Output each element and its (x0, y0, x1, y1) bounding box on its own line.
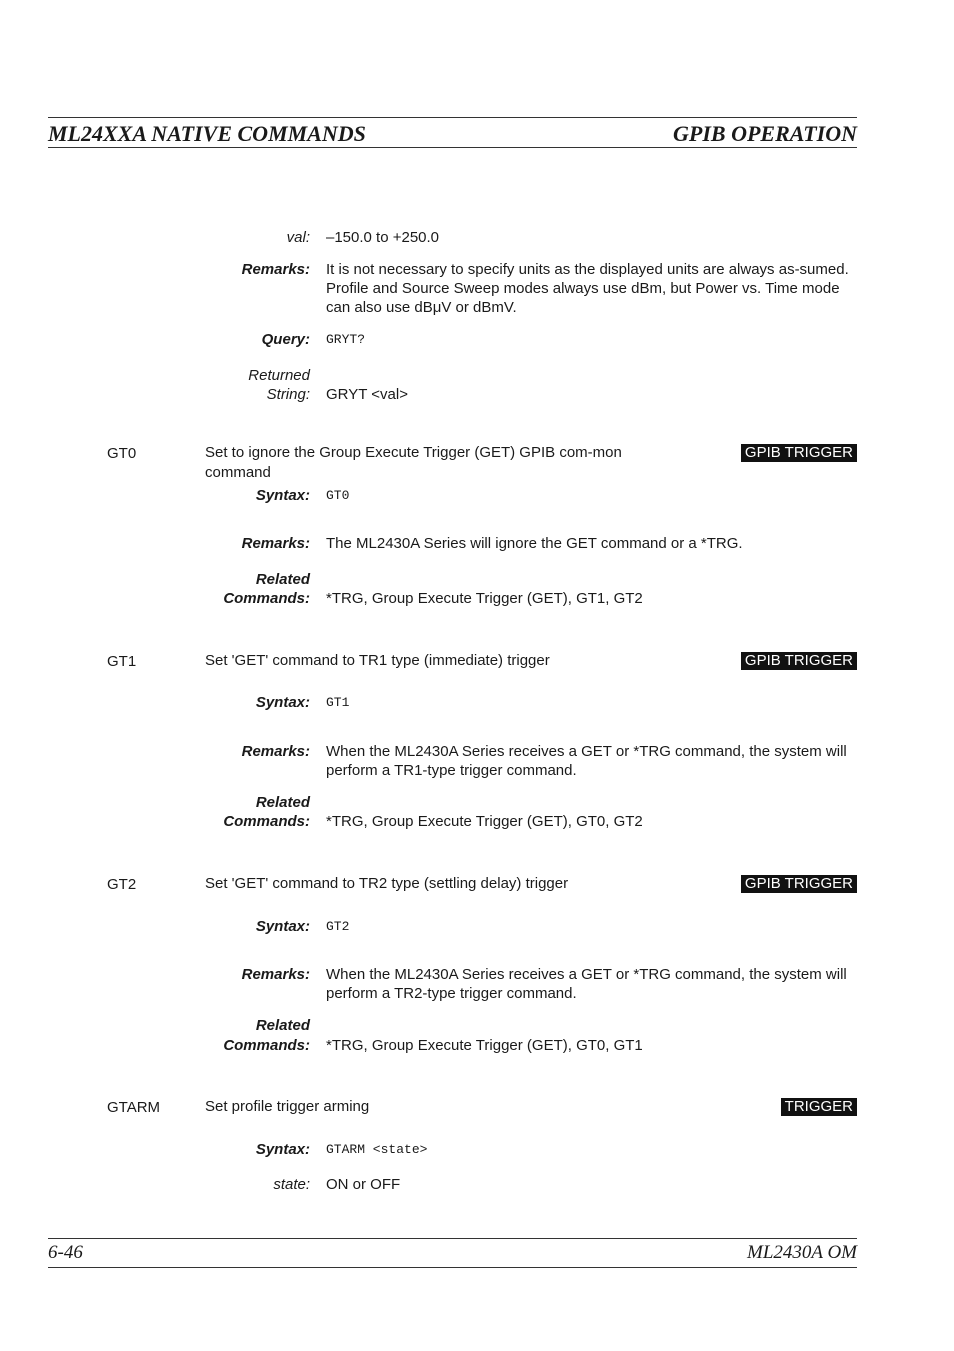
remarks-label: Remarks: (241, 535, 310, 552)
page-number: 6-46 (48, 1242, 83, 1263)
remarks-label: Remarks: (241, 966, 310, 983)
syntax-label: Syntax: (255, 487, 310, 504)
remarks-text: The ML2430A Series will ignore the GET command or a *TRG. (326, 535, 743, 552)
category-badge: TRIGGER (781, 1098, 857, 1116)
related-label: Related (255, 794, 310, 811)
related-commands: *TRG, Group Execute Trigger (GET), GT0, GT2 (326, 813, 643, 830)
command-description: Set to ignore the Group Execute Trigger (GET) GPIB com-mon command (205, 444, 622, 481)
state-value: ON or OFF (326, 1176, 401, 1193)
command-description: Set 'GET' command to TR2 type (settling delay) trigger (205, 875, 569, 892)
commands-label: Commands: (223, 1037, 310, 1054)
string-label: String: (266, 386, 310, 403)
category-badge: GPIB TRIGGER (741, 875, 857, 893)
related-label: Related (255, 1017, 310, 1034)
query-label: Query: (261, 331, 310, 348)
returned-string: GRYT <val> (326, 386, 408, 403)
remarks-label: Remarks: (241, 261, 310, 278)
syntax-value: GT2 (326, 919, 350, 934)
syntax-value: GT0 (326, 488, 350, 503)
commands-label: Commands: (223, 813, 310, 830)
command-name: GTARM (107, 1099, 161, 1116)
commands-label: Commands: (223, 590, 310, 607)
command-description: Set 'GET' command to TR1 type (immediate) trigger (205, 652, 550, 669)
related-label: Related (255, 571, 310, 588)
syntax-label: Syntax: (255, 1141, 310, 1158)
page-header (48, 117, 857, 148)
remarks-text: When the ML2430A Series receives a GET or *TRG command, the system will perform a TR2-type trigger command. (326, 966, 847, 1002)
remarks-label: Remarks: (241, 743, 310, 760)
val-value: –150.0 to +250.0 (326, 229, 440, 246)
remarks-text: It is not necessary to specify units as the displayed units are always as-sumed. Profile and Source Sweep modes always use dBm, but Power vs. Time mode can also use dBμV or dBmV. (326, 261, 849, 316)
query-value: GRYT? (326, 332, 366, 347)
command-name: GT1 (107, 653, 137, 670)
syntax-value: GT1 (326, 695, 350, 710)
state-label: state: (273, 1176, 310, 1193)
header-section-title: ML24XXA NATIVE COMMANDS (48, 121, 366, 146)
manual-name: ML2430A OM (747, 1242, 857, 1263)
header-chapter-title: GPIB OPERATION (673, 121, 857, 146)
returned-label: Returned (248, 367, 310, 384)
syntax-label: Syntax: (255, 918, 310, 935)
syntax-label: Syntax: (255, 694, 310, 711)
page-footer (48, 1238, 857, 1268)
command-name: GT2 (107, 876, 137, 893)
category-badge: GPIB TRIGGER (741, 444, 857, 462)
val-label: val: (286, 229, 310, 246)
command-description: Set profile trigger arming (205, 1098, 370, 1115)
category-badge: GPIB TRIGGER (741, 652, 857, 670)
related-commands: *TRG, Group Execute Trigger (GET), GT1, GT2 (326, 590, 643, 607)
remarks-text: When the ML2430A Series receives a GET or *TRG command, the system will perform a TR1-type trigger command. (326, 743, 847, 779)
syntax-value: GTARM <state> (326, 1142, 428, 1157)
related-commands: *TRG, Group Execute Trigger (GET), GT0, GT1 (326, 1037, 643, 1054)
command-name: GT0 (107, 445, 137, 462)
